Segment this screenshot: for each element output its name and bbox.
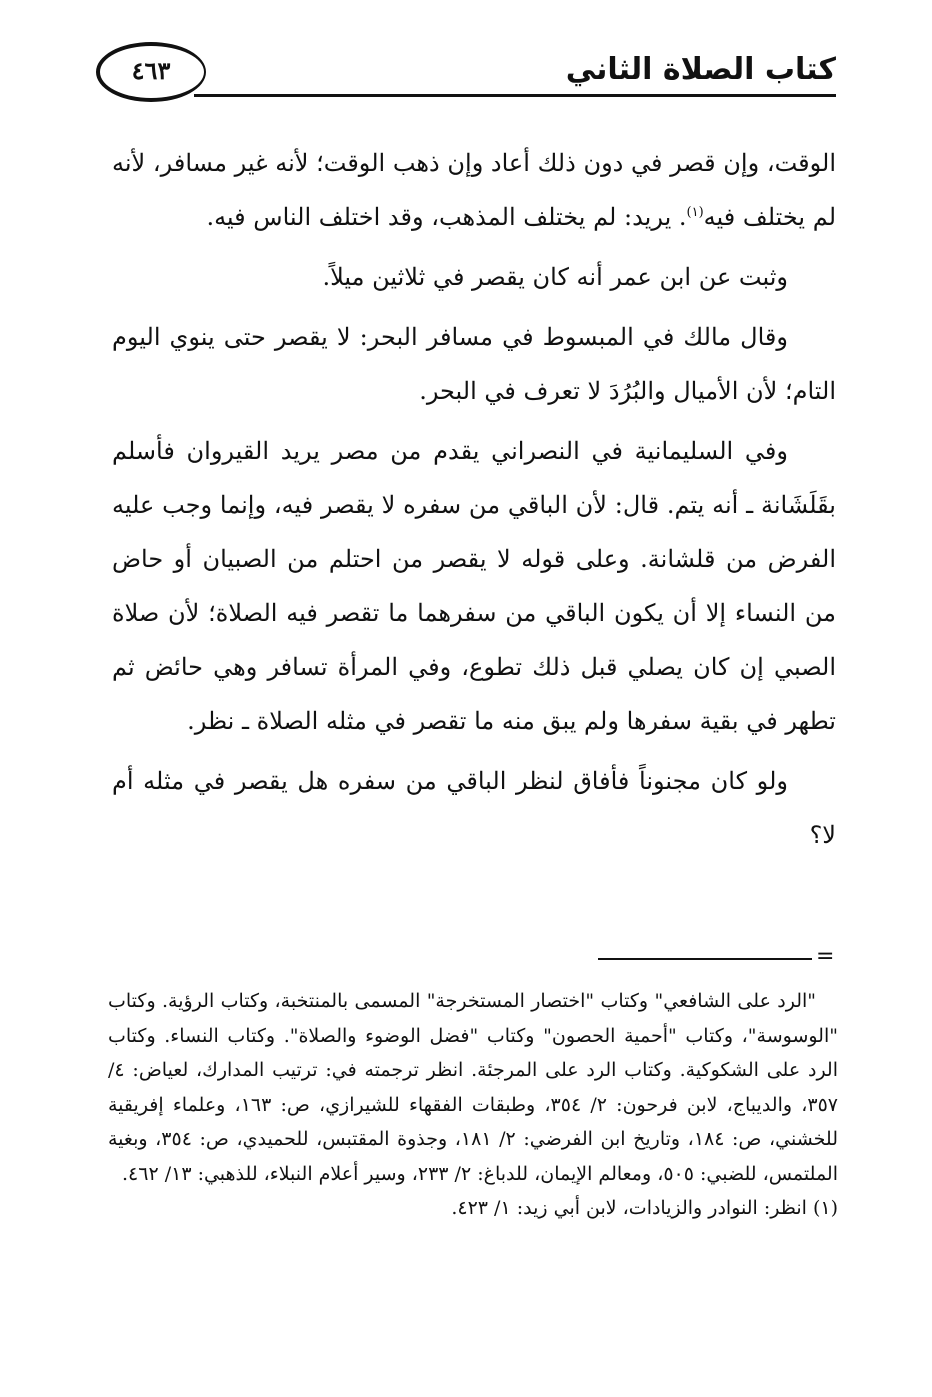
header-rule xyxy=(194,94,836,97)
paragraph-1-text: الوقت، وإن قصر في دون ذلك أعاد وإن ذهب الوقت؛ لأنه غير مسافر، لأنه لم يختلف فيه xyxy=(112,149,836,231)
footnotes xyxy=(108,984,838,1226)
paragraph-3: وقال مالك في المبسوط في مسافر البحر: لا يقصر حتى ينوي اليوم التام؛ لأن الأميال والبُرُدَ لا تعرف في البحر. xyxy=(112,323,836,405)
footnote-separator xyxy=(598,958,812,960)
footnote-1-text: انظر: النوادر والزيادات، لابن أبي زيد: ١/ ٤٢٣. xyxy=(451,1197,807,1219)
footnote-continuation-mark: = xyxy=(816,944,835,969)
paragraph-1-text-cont: . يريد: لم يختلف المذهب، وقد اختلف الناس فيه. xyxy=(206,203,687,231)
page-header xyxy=(96,42,836,106)
footnote-1 xyxy=(108,1191,838,1226)
paragraph-5: ولو كان مجنوناً فأفاق لنظر الباقي من سفره هل يقصر في مثله أم لا؟ xyxy=(112,767,836,849)
footnote-reference-1: (١) xyxy=(686,205,704,220)
paragraph-1 xyxy=(112,136,836,244)
page-number: ٤٦٣ xyxy=(131,56,171,85)
paragraph-4: وفي السليمانية في النصراني يقدم من مصر يريد القيروان فأسلم بقَلَشَانة ـ أنه يتم. قال: لأن الباقي من سفره لا يقصر فيه، وإنما وجب عليه الفرض من قلشانة. وعلى قوله لا يقصر من احتلم من الصبيان أو حاض من النساء إلا أن يكون الباقي من سفرهما ما تقصر فيه الصلاة؛ لأن صلاة الصبي إن كان يصلي قبل ذلك تطوع، وفي المرأة تسافر وهي حائض ثم تطهر في بقية سفرها ولم يبق منه ما تقصر في مثله الصلاة ـ نظر. xyxy=(112,437,836,735)
main-text xyxy=(112,136,836,862)
footnote-continuation: "الرد على الشافعي" وكتاب "اختصار المستخرجة" المسمى بالمنتخبة، وكتاب الرؤية. وكتاب "الوسوسة"، وكتاب "أحمية الحصون" وكتاب "فضل الوضوء والصلاة". وكتاب النساء. وكتاب الرد على الشكوكية. وكتاب الرد على المرجئة. انظر ترجمته في: ترتيب المدارك، لعياض: ٤/ ٣٥٧، والديباج، لابن فرحون: ٢/ ٣٥٤، وطبقات الفقهاء للشيرازي، ص: ١٦٣، وعلماء إفريقية للخشني، ص: ١٨٤، وتاريخ ابن الفرضي: ٢/ ١٨١، وجذوة المقتبس، للحميدي، ص: ٣٥٤، وبغية الملتمس، للضبي: ٥٠٥، ومعالم الإيمان، للدباغ: ٢/ ٢٣٣، وسير أعلام النبلاء، للذهبي: ١٣/ ٤٦٢. xyxy=(108,990,838,1185)
running-title: كتاب الصلاة الثاني xyxy=(565,52,836,87)
paragraph-2: وثبت عن ابن عمر أنه كان يقصر في ثلاثين ميلاً. xyxy=(322,263,788,291)
footnote-1-marker: (١) xyxy=(812,1197,838,1219)
